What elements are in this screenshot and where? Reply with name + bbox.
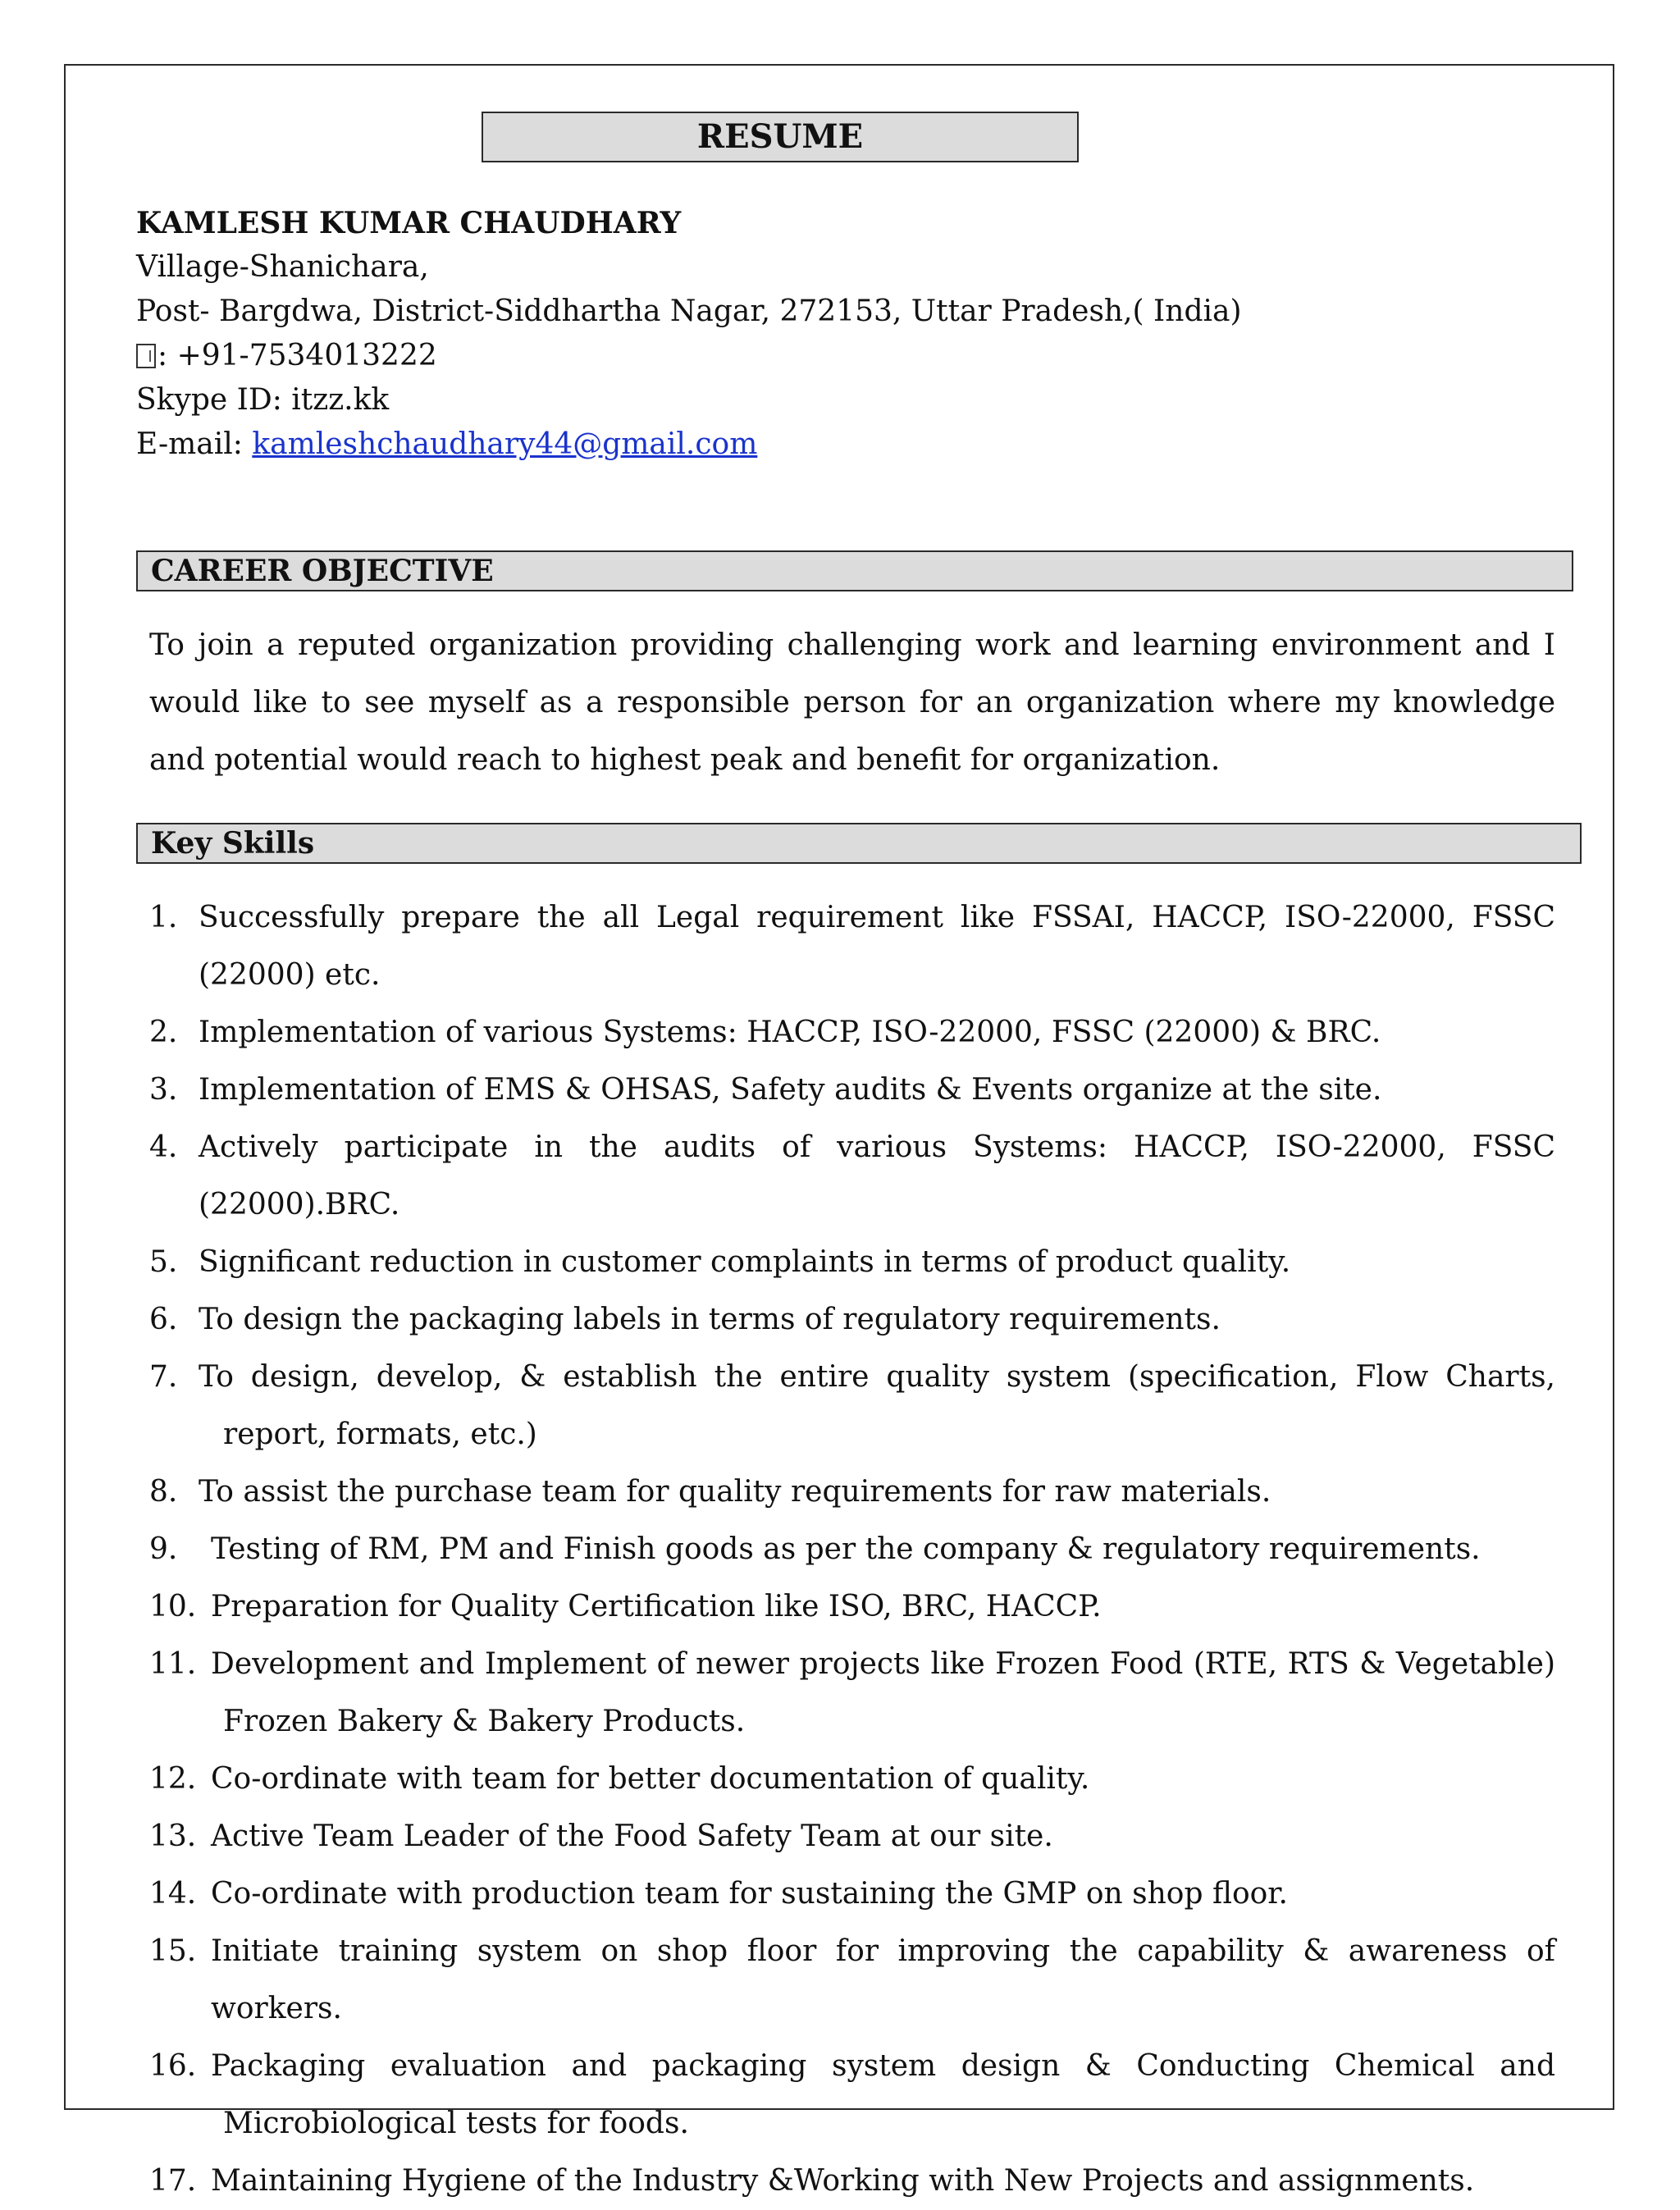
skill-number: 4.: [149, 1130, 178, 1164]
phone-number: : +91-7534013222: [158, 339, 437, 372]
skill-item: [149, 2038, 1555, 2153]
skill-item: [149, 1923, 1555, 2038]
skill-text: To assist the purchase team for quality requirements for raw materials.: [199, 1475, 1271, 1509]
skill-item: [149, 1463, 1555, 1521]
resume-title: RESUME: [482, 112, 1079, 162]
skill-number: 14.: [149, 1877, 197, 1911]
email-link[interactable]: kamleshchaudhary44@gmail.com: [252, 427, 758, 461]
skill-item: [149, 1751, 1555, 1808]
skill-text: Successfully prepare the all Legal requirement like FSSAI, HACCP, ISO-22000, FSSC (22000) etc.: [199, 901, 1555, 992]
skill-item: [149, 889, 1555, 1004]
skill-item: [149, 1521, 1555, 1578]
skill-number: 5.: [149, 1245, 178, 1279]
skill-number: 7.: [149, 1360, 178, 1394]
skill-number: 6.: [149, 1303, 178, 1336]
skill-text: Significant reduction in customer complaints in terms of product quality.: [199, 1245, 1291, 1279]
contact-block: [136, 201, 1242, 467]
address-line-2: Post- Bargdwa, District-Siddhartha Nagar, 272153, Uttar Pradesh,( India): [136, 295, 1242, 328]
skill-text: Co-ordinate with team for better documentation of quality.: [211, 1762, 1090, 1796]
skill-number: 11.: [149, 1647, 197, 1681]
phone-icon: [136, 344, 156, 368]
skill-item: [149, 1004, 1555, 1062]
skill-text: To design, develop, & establish the entire quality system (specification, Flow Charts, report, formats, etc.): [199, 1360, 1555, 1451]
phone-line: [136, 334, 1242, 378]
skill-item: [149, 1119, 1555, 1234]
skill-text: Development and Implement of newer projects like Frozen Food (RTE, RTS & Vegetable) Frozen Bakery & Bakery Products.: [211, 1647, 1555, 1738]
skill-item: [149, 1636, 1555, 1751]
skill-item: [149, 2153, 1555, 2210]
email-label: E-mail:: [136, 427, 253, 461]
skill-number: 9.: [149, 1532, 178, 1566]
skill-number: 8.: [149, 1475, 178, 1509]
skill-item: [149, 1865, 1555, 1923]
skill-text: Implementation of EMS & OHSAS, Safety audits & Events organize at the site.: [199, 1073, 1382, 1107]
skill-text: To design the packaging labels in terms of regulatory requirements.: [199, 1303, 1221, 1336]
skill-number: 2.: [149, 1016, 178, 1049]
key-skills-list: [149, 889, 1555, 2210]
skill-number: 17.: [149, 2164, 197, 2198]
skill-number: 12.: [149, 1762, 197, 1796]
skill-item: [149, 1062, 1555, 1119]
address-line-1: Village-Shanichara,: [136, 250, 429, 284]
skill-number: 16.: [149, 2049, 197, 2083]
skill-text: Preparation for Quality Certification like ISO, BRC, HACCP.: [211, 1590, 1102, 1623]
skill-number: 13.: [149, 1820, 197, 1853]
skill-text: Maintaining Hygiene of the Industry &Working with New Projects and assignments.: [211, 2164, 1475, 2198]
skill-text: Actively participate in the audits of various Systems: HACCP, ISO-22000, FSSC (22000).BRC.: [199, 1130, 1555, 1221]
skill-text: Initiate training system on shop floor for improving the capability & awareness of workers.: [211, 1934, 1555, 2025]
skill-item: [149, 1291, 1555, 1349]
skill-text: Co-ordinate with production team for sustaining the GMP on shop floor.: [211, 1877, 1288, 1911]
skill-text: Active Team Leader of the Food Safety Team at our site.: [211, 1820, 1053, 1853]
skill-text: Implementation of various Systems: HACCP, ISO-22000, FSSC (22000) & BRC.: [199, 1016, 1381, 1049]
career-objective-text: To join a reputed organization providing challenging work and learning environment and I would like to see myself as a responsible person for an organization where my knowledge and potential would reach to highest peak and benefit for organization.: [149, 628, 1555, 777]
skill-item: [149, 1349, 1555, 1463]
skill-number: 1.: [149, 901, 178, 934]
skill-number: 3.: [149, 1073, 178, 1107]
email-line: [136, 422, 1242, 467]
candidate-name: KAMLESH KUMAR CHAUDHARY: [136, 206, 682, 240]
skill-item: [149, 1234, 1555, 1291]
skill-item: [149, 1578, 1555, 1636]
skill-number: 15.: [149, 1934, 197, 1968]
career-objective-heading: CAREER OBJECTIVE: [136, 550, 1573, 591]
skill-text: Packaging evaluation and packaging system design & Conducting Chemical and Microbiological tests for foods.: [211, 2049, 1555, 2140]
skill-text: Testing of RM, PM and Finish goods as per the company & regulatory requirements.: [211, 1532, 1481, 1566]
key-skills-heading: Key Skills: [136, 823, 1582, 864]
skype-id: Skype ID: itzz.kk: [136, 383, 390, 417]
skill-number: 10.: [149, 1590, 197, 1623]
skill-item: [149, 1808, 1555, 1865]
